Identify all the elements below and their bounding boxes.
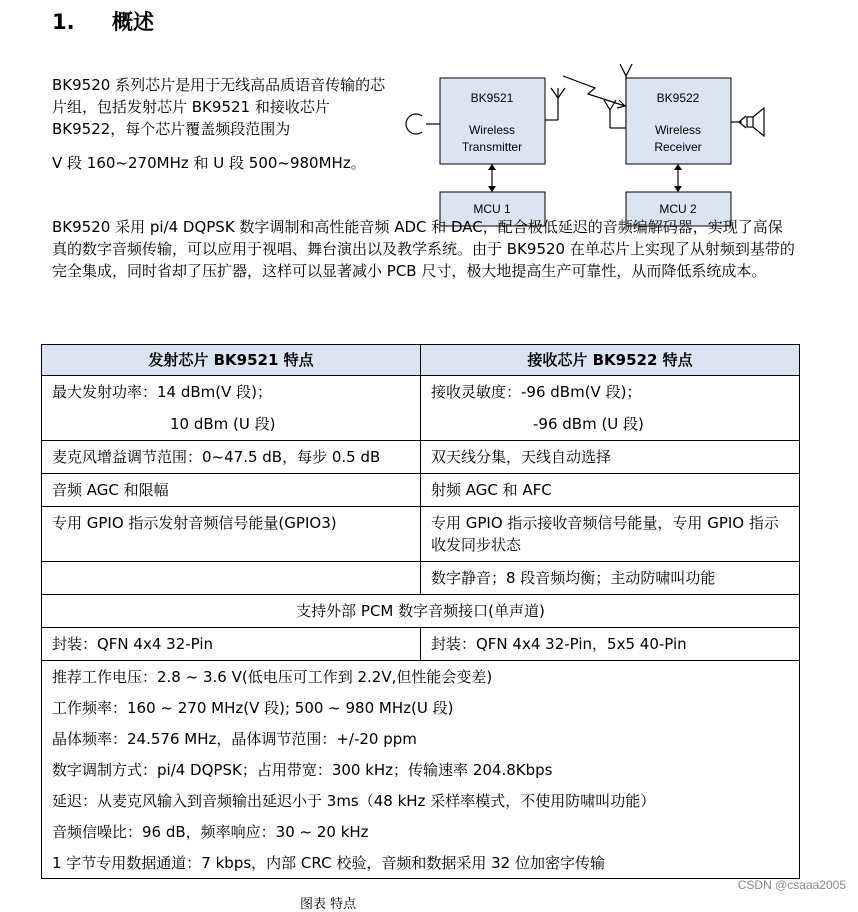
section-heading xyxy=(52,6,154,36)
mcu2-label: MCU 2 xyxy=(659,202,697,216)
figure-caption: 图表 特点 xyxy=(300,897,357,912)
tx-label-1: Wireless xyxy=(468,123,516,137)
band-paragraph: V 段 160~270MHz 和 U 段 500~980MHz。 xyxy=(52,154,366,172)
rx-label-2: Receiver xyxy=(654,140,702,154)
tx-power-u: 10 dBm (U 段) xyxy=(170,415,276,433)
antenna-diversity-cell: 双天线分集，天线自动选择 xyxy=(421,441,800,474)
table-row xyxy=(42,595,800,628)
microphone-icon xyxy=(406,114,440,134)
block-diagram xyxy=(400,50,800,230)
table-row xyxy=(42,474,800,507)
rx-chip-name: BK9522 xyxy=(656,91,700,105)
table-row xyxy=(42,754,800,785)
intro-paragraph: BK9520 系列芯片是用于无线高品质语音传输的芯片组，包括发射芯片 BK9521 和接收芯片 BK9522，每个芯片覆盖频段范围为 xyxy=(52,76,386,138)
table-row xyxy=(42,816,800,847)
snr-cell: 音频信噪比：96 dB，频率响应：30 ~ 20 kHz xyxy=(42,816,800,847)
tx-mcu-connector xyxy=(488,164,496,192)
rx-gpio-cell: 专用 GPIO 指示接收音频信号能量，专用 GPIO 指示收发同步状态 xyxy=(421,507,800,562)
rx-mcu-connector xyxy=(674,164,682,192)
latency-cell: 延迟：从麦克风输入到音频输出延迟小于 3ms（48 kHz 采样率模式，不使用防啸叫功能） xyxy=(42,785,800,816)
rf-agc-cell: 射频 AGC 和 AFC xyxy=(421,474,800,507)
frequency-cell: 工作频率：160 ~ 270 MHz(V 段); 500 ~ 980 MHz(U 段) xyxy=(42,692,800,723)
rx-sens-v: 接收灵敏度：-96 dBm(V 段)； xyxy=(431,383,642,401)
mic-gain-cell: 麦克风增益调节范围：0~47.5 dB，每步 0.5 dB xyxy=(42,441,421,474)
audio-agc-cell: 音频 AGC 和限幅 xyxy=(42,474,421,507)
speaker-icon xyxy=(731,108,764,136)
table-row xyxy=(42,507,800,562)
modulation-cell: 数字调制方式：pi/4 DQPSK；占用带宽：300 kHz；传输速率 204.8Kbps xyxy=(42,754,800,785)
table-header-row xyxy=(42,345,800,376)
rx-label-1: Wireless xyxy=(654,123,702,137)
table-row xyxy=(42,628,800,661)
rx-package-cell: 封装：QFN 4x4 32-Pin，5x5 40-Pin xyxy=(421,628,800,661)
table-row xyxy=(42,441,800,474)
tx-gpio-cell: 专用 GPIO 指示发射音频信号能量(GPIO3) xyxy=(42,507,421,562)
voltage-cell: 推荐工作电压：2.8 ~ 3.6 V(低电压可工作到 2.2V,但性能会变差) xyxy=(42,661,800,693)
table-row xyxy=(42,376,800,441)
empty-cell xyxy=(42,562,421,595)
table-row xyxy=(42,785,800,816)
crystal-cell: 晶体频率：24.576 MHz，晶体调节范围：+/-20 ppm xyxy=(42,723,800,754)
tx-power-v: 最大发射功率：14 dBm(V 段)； xyxy=(52,383,273,401)
tx-chip-name: BK9521 xyxy=(470,91,514,105)
table-row xyxy=(42,692,800,723)
section-title: 概述 xyxy=(112,10,154,34)
tx-antenna-icon xyxy=(545,88,565,120)
rx-sens-u: -96 dBm (U 段) xyxy=(533,415,644,433)
mcu1-label: MCU 1 xyxy=(473,202,511,216)
rx-sensitivity-cell xyxy=(421,376,800,441)
tx-header: 发射芯片 BK9521 特点 xyxy=(42,345,421,376)
tx-power-cell xyxy=(42,376,421,441)
pcm-interface-cell: 支持外部 PCM 数字音频接口(单声道) xyxy=(42,595,800,628)
watermark-credit: CSDN @csaaa2005 xyxy=(737,878,846,892)
rx-header: 接收芯片 BK9522 特点 xyxy=(421,345,800,376)
tx-label-2: Transmitter xyxy=(461,140,523,154)
tx-package-cell: 封装：QFN 4x4 32-Pin xyxy=(42,628,421,661)
table-row xyxy=(42,723,800,754)
features-table xyxy=(41,344,800,879)
data-channel-cell: 1 字节专用数据通道：7 kbps，内部 CRC 校验，音频和数据采用 32 位加密字传输 xyxy=(42,847,800,879)
digital-mute-cell: 数字静音；8 段音频均衡；主动防啸叫功能 xyxy=(421,562,800,595)
table-row xyxy=(42,847,800,879)
section-number: 1. xyxy=(52,10,75,34)
description-paragraph: BK9520 采用 pi/4 DQPSK 数字调制和高性能音频 ADC 和 DAC，配合极低延迟的音频编解码器，实现了高保真的数字音频传输，可以应用于视唱、舞台演出以及教学系统。由于 BK9520 在单芯片上实现了从射频到基带的完全集成，同时省却了压扩器，这样可以显著减小 PCB 尺寸，极大地提高生产可靠性，从而降低系统成本。 xyxy=(52,218,795,280)
table-row xyxy=(42,661,800,693)
table-row xyxy=(42,562,800,595)
